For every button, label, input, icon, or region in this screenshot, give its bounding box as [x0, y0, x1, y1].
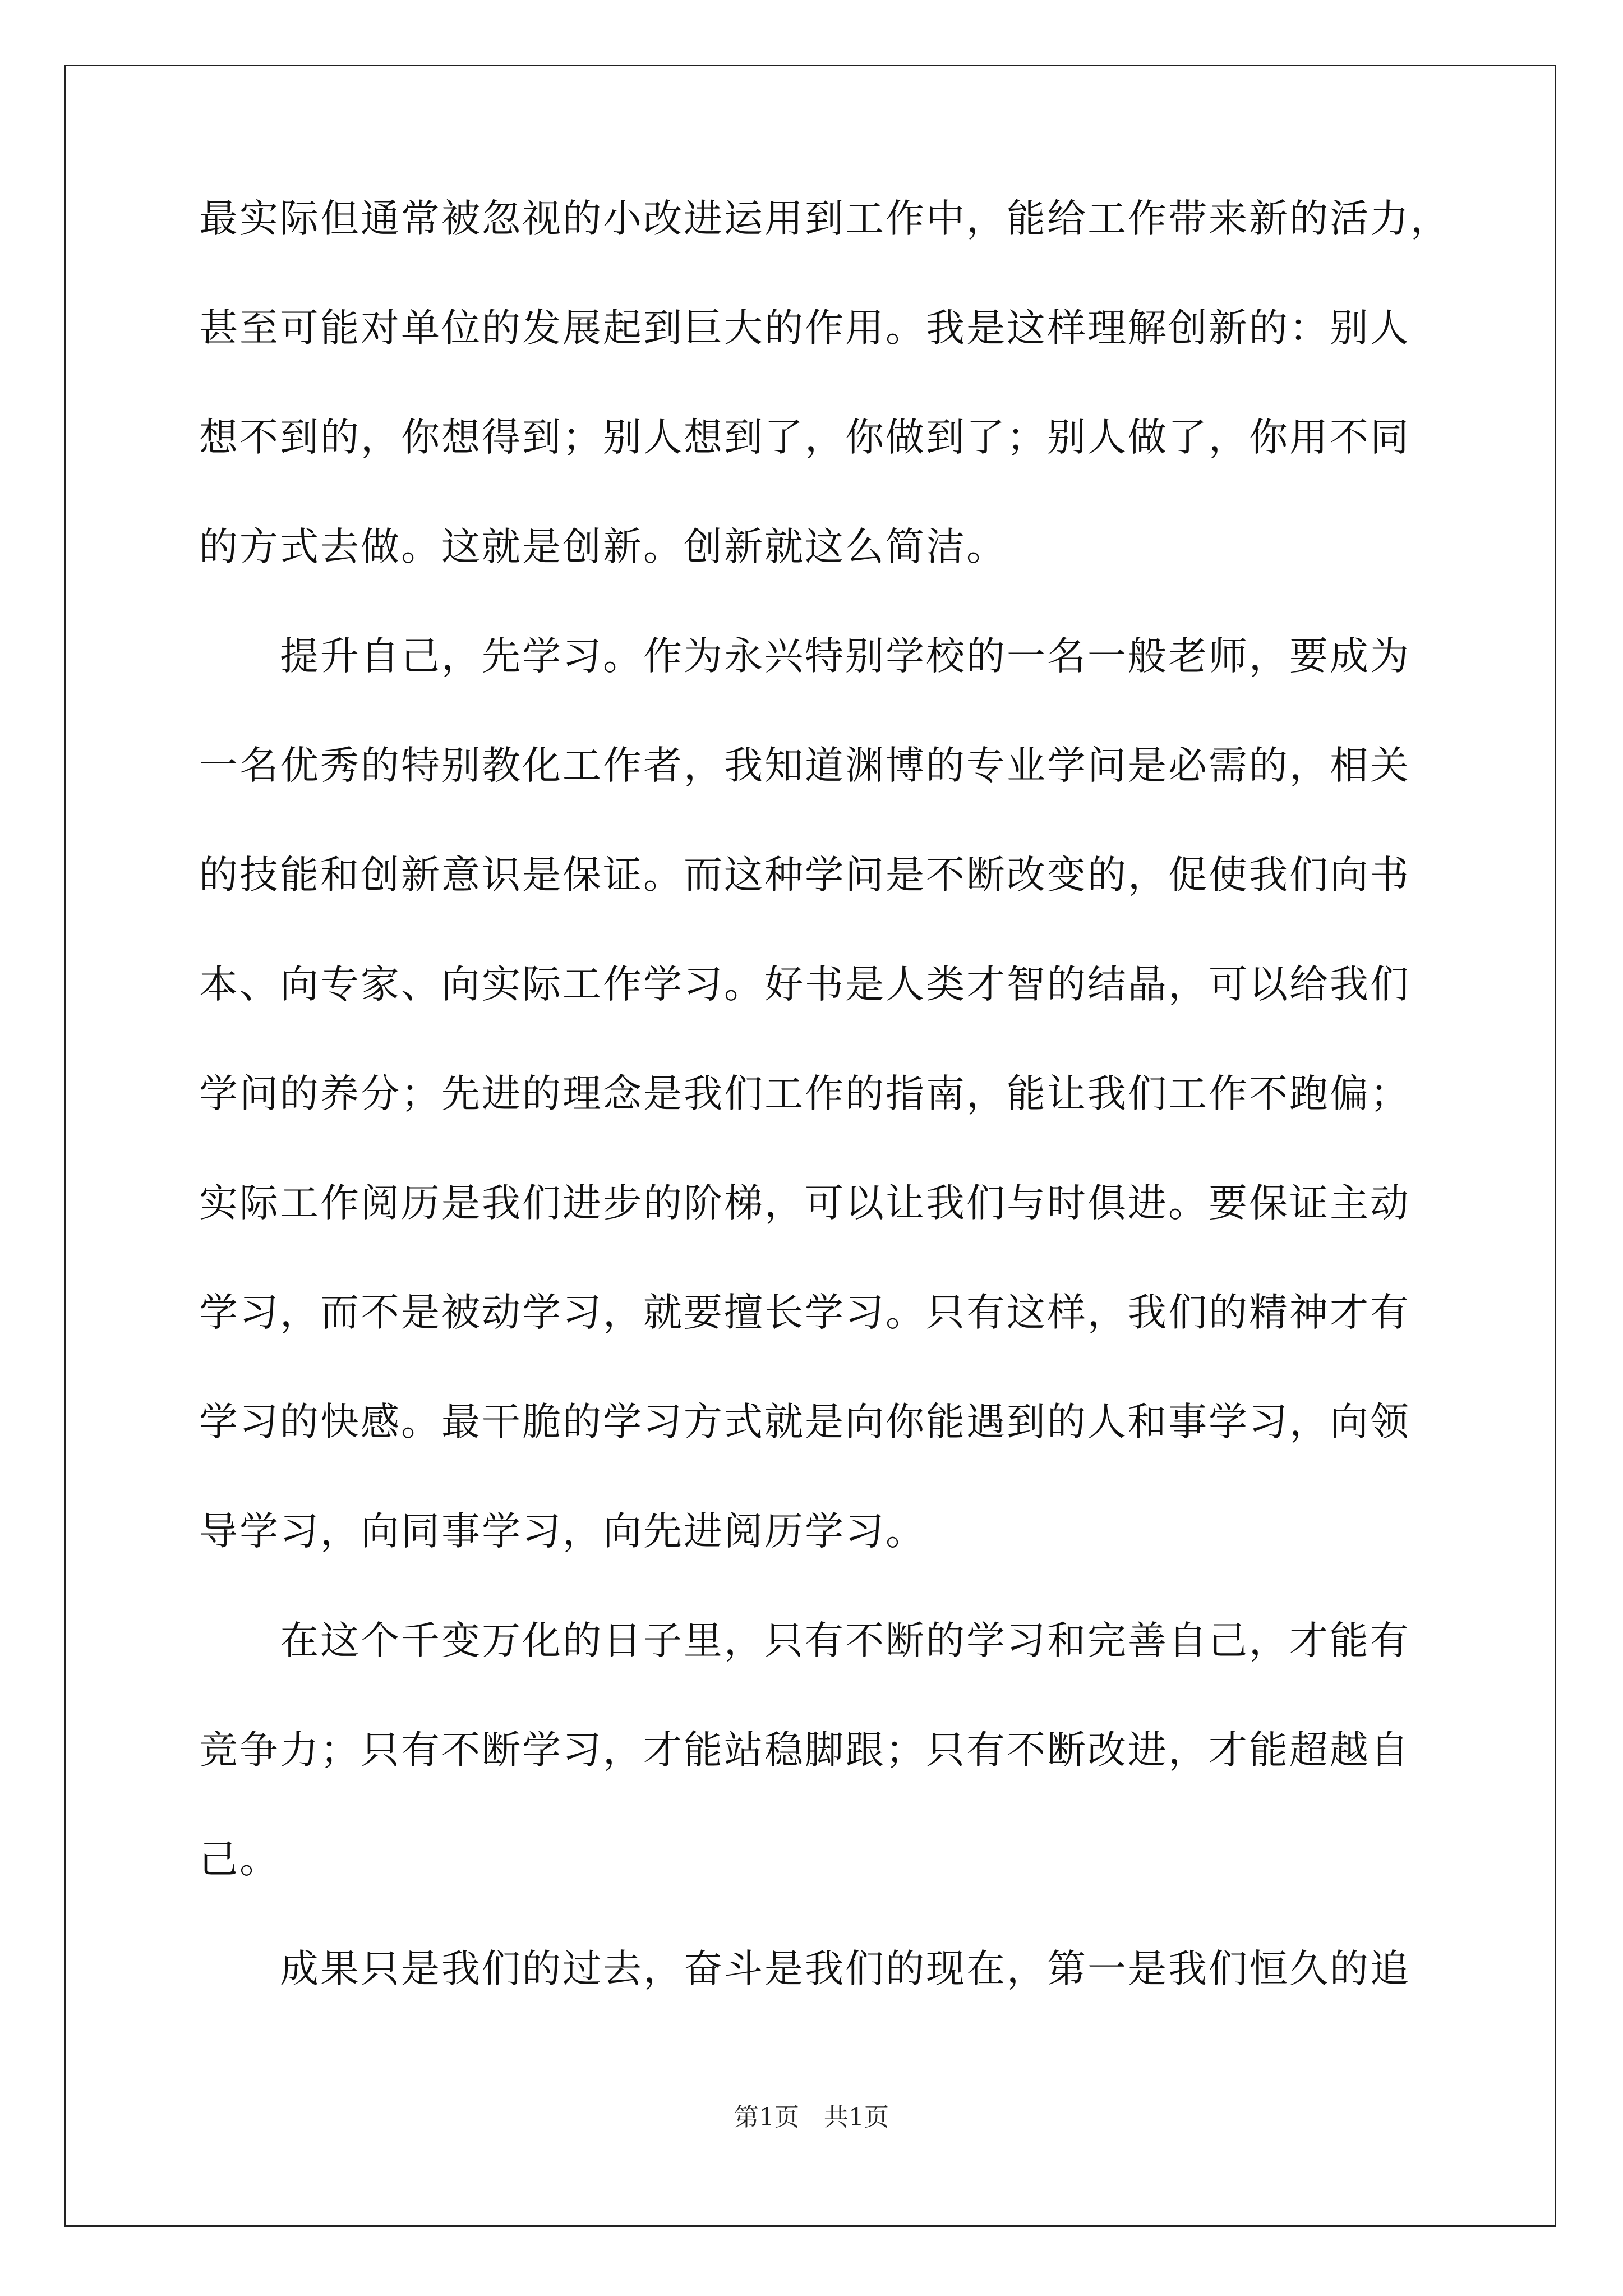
text-line: 本、向专家、向实际工作学习。好书是人类才智的结晶，可以给我们 [199, 962, 1410, 1007]
text-line: 己。 [199, 1837, 280, 1882]
text-line: 竞争力；只有不断学习，才能站稳脚跟；只有不断改进，才能超越自 [199, 1728, 1410, 1773]
text-line: 学习，而不是被动学习，就要擅长学习。只有这样，我们的精神才有 [199, 1290, 1410, 1335]
text-line: 成果只是我们的过去，奋斗是我们的现在，第一是我们恒久的追 [199, 1947, 1410, 1991]
page-border [64, 65, 1556, 2227]
text-line: 想不到的，你想得到；别人想到了，你做到了；别人做了，你用不同 [199, 415, 1410, 460]
text-line: 学习的快感。最干脆的学习方式就是向你能遇到的人和事学习，向领 [199, 1400, 1410, 1444]
page-number-footer: 第1页 共1页 [734, 2103, 889, 2132]
text-line: 学问的养分；先进的理念是我们工作的指南，能让我们工作不跑偏； [199, 1071, 1410, 1116]
text-line: 提升自己，先学习。作为永兴特别学校的一名一般老师，要成为 [199, 634, 1410, 679]
text-line: 导学习，向同事学习，向先进阅历学习。 [199, 1509, 926, 1554]
text-line: 一名优秀的特别教化工作者，我知道渊博的专业学问是必需的，相关 [199, 743, 1410, 788]
text-line: 在这个千变万化的日子里，只有不断的学习和完善自己，才能有 [199, 1618, 1410, 1663]
text-line: 最实际但通常被忽视的小改进运用到工作中，能给工作带来新的活力， [199, 196, 1451, 241]
text-line: 的技能和创新意识是保证。而这种学问是不断改变的，促使我们向书 [199, 853, 1410, 898]
text-line: 的方式去做。这就是创新。创新就这么简洁。 [199, 524, 1007, 569]
text-line: 实际工作阅历是我们进步的阶梯，可以让我们与时俱进。要保证主动 [199, 1181, 1410, 1226]
text-line: 甚至可能对单位的发展起到巨大的作用。我是这样理解创新的：别人 [199, 306, 1410, 351]
